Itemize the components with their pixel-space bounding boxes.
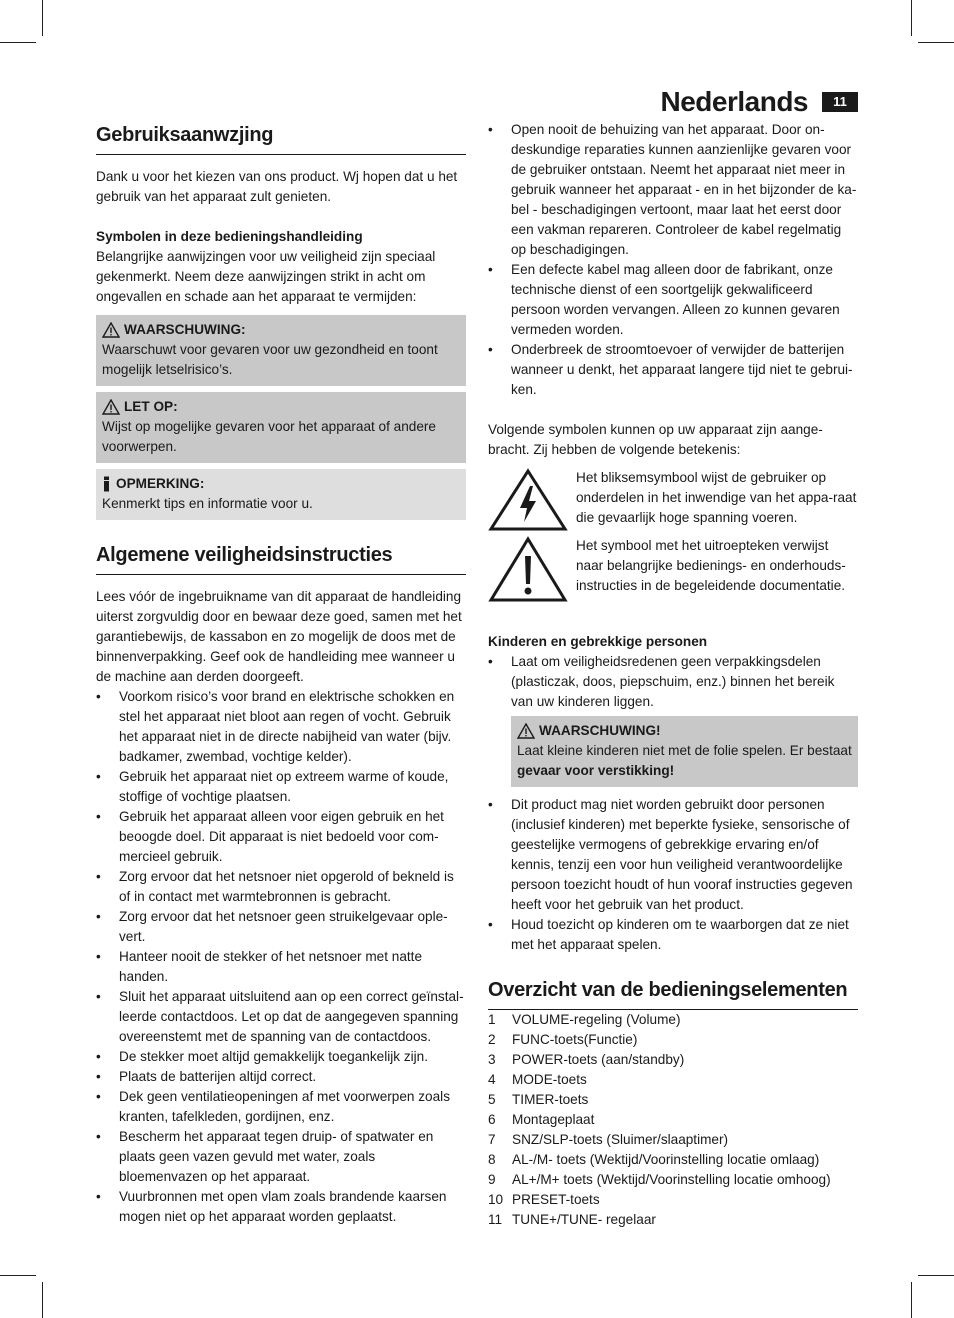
list-item: 3 POWER-toets (aan/standby) [488, 1052, 685, 1067]
symbols-heading: Symbolen in deze bedieningshandleiding [96, 229, 363, 244]
list-item: 10 PRESET-toets [488, 1192, 600, 1207]
symbols-intro: Volgende symbolen kunnen op uw apparaat zijn aange-bracht. Zij hebben de volgende betekenis: [488, 422, 823, 457]
list-item: • Plaats de batterijen altijd correct. [96, 1069, 317, 1084]
warning-box-text: Waarschuwt voor gevaren voor uw gezondheid en toont mogelijk letselrisico’s. [102, 342, 438, 377]
note-box-title: OPMERKING: [116, 476, 205, 491]
right-column [488, 120, 858, 1230]
warning-triangle-icon [102, 399, 120, 415]
warning-triangle-icon [517, 723, 535, 739]
list-item: 11 TUNE+/TUNE- regelaar [488, 1212, 656, 1227]
list-item: • Sluit het apparaat uitsluitend aan op een correct geïnstal-leerde contactdoos. Let op dat de aangegeven spanning overeenstemt met de spanning van de contactdoos. [96, 989, 464, 1044]
list-item: • Laat om veiligheidsredenen geen verpakkingsdelen (plasticzak, doos, piepschuim, enz.) binnen het bereik van uw kinderen liggen. [488, 654, 835, 709]
exclamation-symbol-text: Het symbool met het uitroepteken verwijst naar belangrijke bedienings- en onderhouds-instructies in de begeleidende documentatie. [576, 538, 846, 593]
list-item: • Gebruik het apparaat niet op extreem warme of koude, stoffige of vochtige plaatsen. [96, 769, 449, 804]
list-item: 4 MODE-toets [488, 1072, 587, 1087]
exclamation-triangle-icon [488, 536, 568, 604]
list-item: • Voorkom risico’s voor brand en elektrische schokken en stel het apparaat niet bloot aan regen of vocht. Gebruik het apparaat niet in de directe nabijheid van water (bijv. badkamer, zwembad, vochtige kelder). [96, 689, 455, 764]
crop-mark [918, 42, 954, 43]
list-item: 5 TIMER-toets [488, 1092, 589, 1107]
list-item: 8 AL-/M- toets (Wektijd/Voorinstelling locatie omlaag) [488, 1152, 820, 1167]
list-item: • Zorg ervoor dat het netsnoer geen struikelgevaar ople-vert. [96, 909, 448, 944]
list-item: • Vuurbronnen met open vlam zoals brandende kaarsen mogen niet op het apparaat worden geplaatst. [96, 1189, 447, 1224]
warning-box [96, 315, 466, 386]
controls-list [488, 1010, 858, 1230]
list-item: • Hanteer nooit de stekker of het netsnoer met natte handen. [96, 949, 423, 984]
list-item: • Een defecte kabel mag alleen door de fabrikant, onze technische dienst of een soortgelijk gekwalificeerd persoon worden vervangen. Alleen zo kunnen gevaren vermeden worden. [488, 262, 840, 337]
crop-mark [0, 42, 36, 43]
section-title-controls: Overzicht van de bedieningselementen [488, 975, 858, 1010]
child-warning-title: WAARSCHUWING! [539, 723, 661, 738]
left-column [96, 120, 466, 1227]
intro-text: Dank u voor het kiezen van ons product. Wj hopen dat u het gebruik van het apparaat zult genieten. [96, 169, 458, 204]
list-item: • Bescherm het apparaat tegen druip- of spatwater en plaats geen vazen gevuld met water, zoals bloemenvazen op het apparaat. [96, 1129, 434, 1184]
info-icon [102, 476, 112, 492]
children-bullet-list-continued [488, 795, 858, 955]
list-item: • Dek geen ventilatieopeningen af met voorwerpen zoals kranten, tafelkleden, gordijnen, enz. [96, 1089, 450, 1124]
list-item: • Gebruik het apparaat alleen voor eigen gebruik en het beoogde doel. Dit apparaat is niet bedoeld voor com-mercieel gebruik. [96, 809, 444, 864]
lightning-triangle-icon [488, 468, 568, 532]
caution-box-title: LET OP: [124, 399, 178, 414]
child-warning-text: Laat kleine kinderen niet met de folie spelen. Er bestaat gevaar voor verstikking! [517, 743, 852, 778]
list-item: 1 VOLUME-regeling (Volume) [488, 1012, 681, 1027]
list-item: 6 Montageplaat [488, 1112, 595, 1127]
lightning-symbol-row [488, 468, 858, 532]
note-box-text: Kenmerkt tips en informatie voor u. [102, 496, 313, 511]
section-title-safety: Algemene veiligheidsinstructies [96, 540, 466, 575]
crop-mark [911, 0, 912, 36]
list-item: • De stekker moet altijd gemakkelijk toegankelijk zijn. [96, 1049, 429, 1064]
caution-box-text: Wijst op mogelijke gevaren voor het apparaat of andere voorwerpen. [102, 419, 436, 454]
children-bullet-list [488, 652, 858, 712]
list-item: • Open nooit de behuizing van het apparaat. Door on-deskundige reparaties kunnen aanzienlijke gevaren voor de gebruiker ontstaan. Neemt het apparaat niet meer in gebruik wanneer het apparaat - en in het bijzonder de ka-bel - beschadigingen vertoont, maar laat het eerst door een vakman repareren. Controleer de kabel regelmatig op beschadigingen. [488, 122, 857, 257]
crop-mark [918, 1275, 954, 1276]
child-warning-bold: gevaar voor verstikking! [517, 763, 675, 778]
list-item: • Dit product mag niet worden gebruikt door personen (inclusief kinderen) met beperkte fysieke, sensorische of geestelijke vermogens of gebrekkige ervaring en/of kennis, tenzij een voor hun veiligheid verantwoordelijke persoon toezicht houdt of hun vooraf instructies gegeven heeft voor het gebruik van het product. [488, 797, 853, 912]
safety-bullet-list [96, 687, 466, 1227]
note-box [96, 469, 466, 520]
children-heading: Kinderen en gebrekkige personen [488, 634, 708, 649]
list-item: • Onderbreek de stroomtoevoer of verwijder de batterijen wanneer u denkt, het apparaat langere tijd niet te gebrui-ken. [488, 342, 853, 397]
child-warning-box [511, 716, 858, 787]
exclamation-symbol-row [488, 536, 858, 604]
safety-intro: Lees vóór de ingebruikname van dit apparaat de handleiding uiterst zorgvuldig door en bewaar deze goed, samen met het garantiebewijs, de kassabon en zo mogelijk de doos met de binnenverpakking. Geef ook de handleiding mee wanneer u de machine aan derden doorgeeft. [96, 589, 462, 684]
crop-mark [42, 1282, 43, 1318]
page-language-title: Nederlands [660, 86, 808, 117]
warning-box-title: WAARSCHUWING: [124, 322, 246, 337]
crop-mark [42, 0, 43, 36]
crop-mark [0, 1275, 36, 1276]
symbols-text: Belangrijke aanwijzingen voor uw veiligheid zijn speciaal gekenmerkt. Neem deze aanwijzingen strikt in acht om ongevallen en schade aan het apparaat te vermijden: [96, 249, 436, 304]
page-number: 11 [822, 92, 858, 112]
list-item: • Houd toezicht op kinderen om te waarborgen dat ze niet met het apparaat spelen. [488, 917, 849, 952]
lightning-symbol-text: Het bliksemsymbool wijst de gebruiker op onderdelen in het inwendige van het appa-raat die gevaarlijk hoge spanning voeren. [576, 470, 857, 525]
list-item: • Zorg ervoor dat het netsnoer niet opgerold of bekneld is of in contact met warmtebronnen is gebracht. [96, 869, 454, 904]
warning-triangle-icon [102, 322, 120, 338]
safety-bullet-list-continued [488, 120, 858, 400]
list-item: 2 FUNC-toets(Functie) [488, 1032, 638, 1047]
list-item: 7 SNZ/SLP-toets (Sluimer/slaaptimer) [488, 1132, 729, 1147]
section-title-usage: Gebruiksaanwzjing [96, 120, 466, 155]
list-item: 9 AL+/M+ toets (Wektijd/Voorinstelling locatie omhoog) [488, 1172, 831, 1187]
crop-mark [911, 1282, 912, 1318]
caution-box [96, 392, 466, 463]
